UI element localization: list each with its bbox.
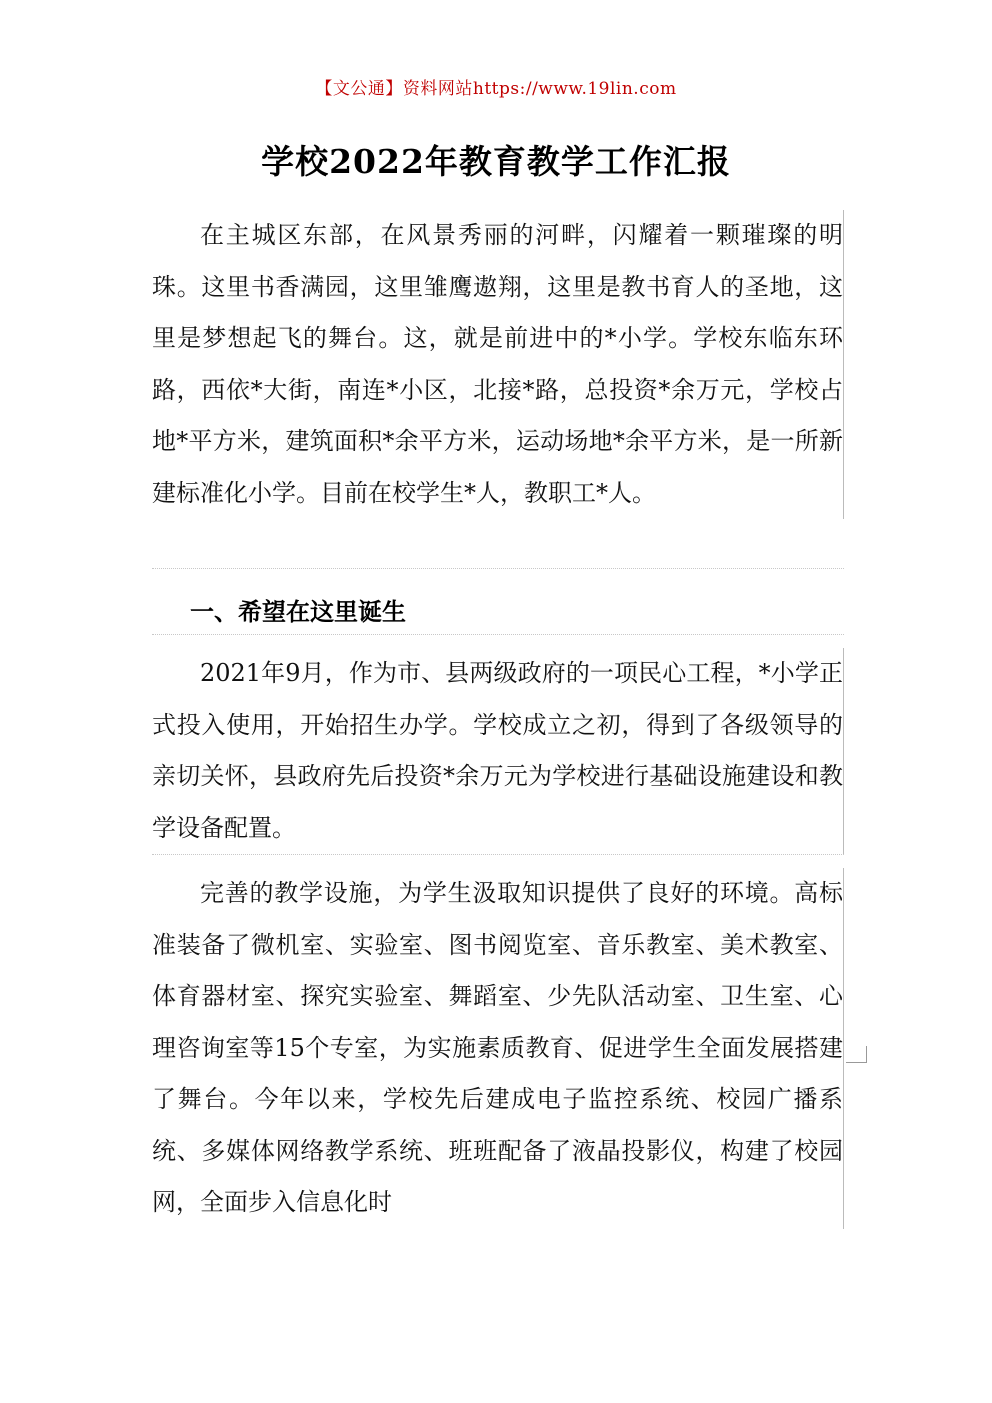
paragraph-founding: 2021年9月，作为市、县两级政府的一项民心工程，*小学正式投入使用，开始招生办学。学校成立之初，得到了各级领导的亲切关怀，县政府先后投资*余万元为学校进行基础设施建设和教学设备配置。: [152, 648, 844, 854]
margin-mark: [846, 1046, 867, 1063]
section-heading: 一、希望在这里诞生: [190, 598, 406, 626]
paragraph-founding-block: [152, 648, 844, 854]
paragraph-divider: [152, 854, 844, 855]
paragraph-facilities-block: [152, 868, 844, 1229]
paragraph-intro-block: [152, 210, 844, 519]
section-divider: [152, 568, 844, 569]
heading-divider: [152, 634, 844, 635]
paragraph-intro: 在主城区东部，在风景秀丽的河畔，闪耀着一颗璀璨的明珠。这里书香满园，这里雏鹰遨翔，这里是教书育人的圣地，这里是梦想起飞的舞台。这，就是前进中的*小学。学校东临东环路，西依*大街，南连*小区，北接*路，总投资*余万元，学校占地*平方米，建筑面积*余平方米，运动场地*余平方米，是一所新建标准化小学。目前在校学生*人，教职工*人。: [152, 210, 844, 519]
document-title: 学校2022年教育教学工作汇报: [261, 142, 731, 181]
source-header: 【文公通】资料网站https://www.19lin.com: [315, 79, 677, 99]
paragraph-facilities: 完善的教学设施，为学生汲取知识提供了良好的环境。高标准装备了微机室、实验室、图书阅览室、音乐教室、美术教室、体育器材室、探究实验室、舞蹈室、少先队活动室、卫生室、心理咨询室等15个专室，为实施素质教育、促进学生全面发展搭建了舞台。今年以来，学校先后建成电子监控系统、校园广播系统、多媒体网络教学系统、班班配备了液晶投影仪，构建了校园网，全面步入信息化时: [152, 868, 844, 1229]
